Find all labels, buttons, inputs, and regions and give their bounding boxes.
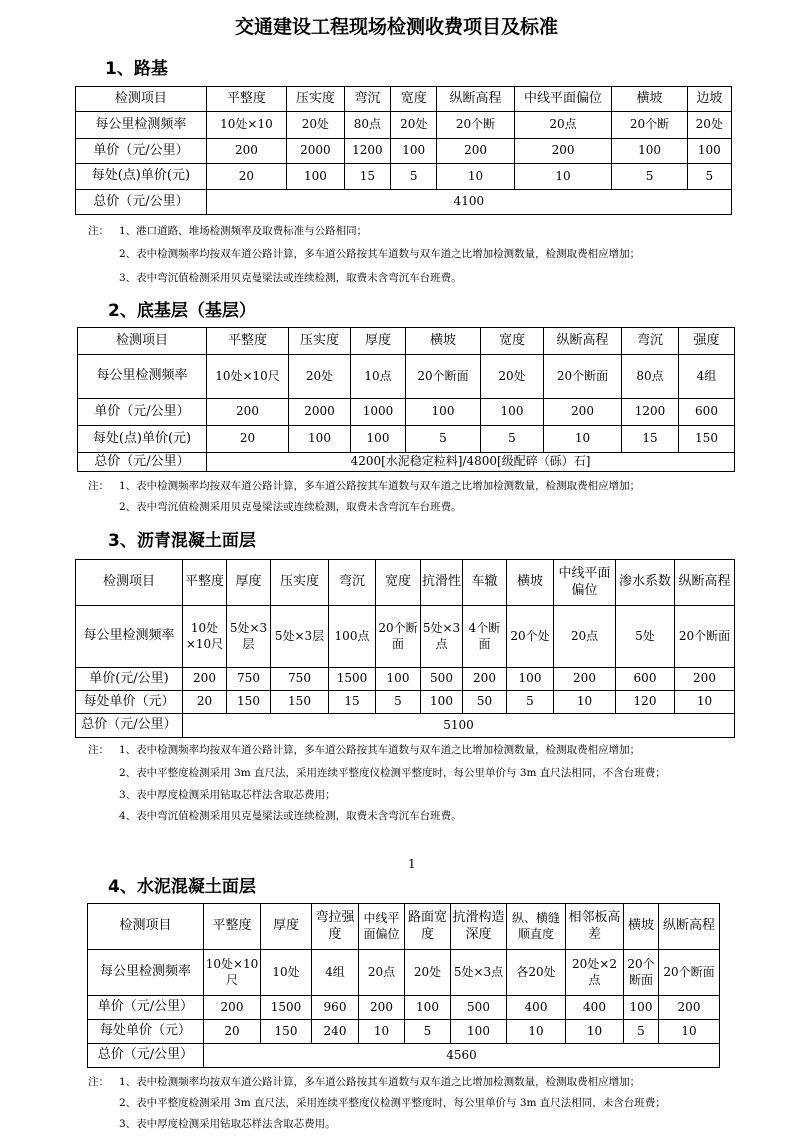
section-title-2: 2、底基层（基层） <box>108 301 256 321</box>
frequency-cell: 20点 <box>554 606 616 668</box>
frequency-cell: 20处 <box>405 950 451 996</box>
table-row <box>76 691 735 714</box>
frequency-cell: 10处 <box>261 950 312 996</box>
row-label: 总价（元/公里） <box>78 453 207 472</box>
frequency-cell: 10处×10 <box>206 112 286 139</box>
point-price-cell: 5 <box>507 691 554 714</box>
frequency-cell: 5处×3点 <box>421 606 463 668</box>
frequency-cell: 20个断面 <box>406 355 481 399</box>
note-line: 1、表中检测频率均按双车道公路计算，多车道公路按其车道数与双车道之比增加检测数量，检测取费相应增加； <box>119 1076 641 1088</box>
table-roadbed <box>75 86 732 215</box>
item-cell: 弯沉 <box>344 87 390 112</box>
unit-price-cell: 400 <box>566 996 624 1020</box>
unit-price-cell: 600 <box>679 399 735 426</box>
table-subbase <box>77 327 735 472</box>
unit-price-cell: 500 <box>421 668 463 691</box>
item-cell: 平整度 <box>204 904 261 950</box>
frequency-cell: 20个断面 <box>544 355 622 399</box>
table-row <box>78 399 735 426</box>
note-line: 4、表中弯沉值检测采用贝克曼梁法或连续检测，取费未含弯沉车台班费。 <box>119 810 462 822</box>
frequency-cell: 5处×3点 <box>451 950 507 996</box>
row-label: 检测项目 <box>78 328 207 355</box>
frequency-cell: 20处 <box>481 355 544 399</box>
unit-price-cell: 200 <box>359 996 405 1020</box>
frequency-cell: 20个处 <box>507 606 554 668</box>
item-cell: 纵断高程 <box>659 904 720 950</box>
item-cell: 厚度 <box>261 904 312 950</box>
table-row <box>88 950 720 996</box>
point-price-cell: 10 <box>675 691 735 714</box>
point-price-cell: 150 <box>271 691 329 714</box>
unit-price-cell: 1200 <box>622 399 679 426</box>
item-cell: 平整度 <box>183 560 227 606</box>
point-price-cell: 150 <box>679 426 735 453</box>
row-label: 每处单价（元） <box>88 1020 204 1044</box>
item-cell: 渗水系数 <box>616 560 675 606</box>
frequency-cell: 100点 <box>329 606 376 668</box>
row-label: 每公里检测频率 <box>88 950 204 996</box>
row-label: 单价（元/公里） <box>78 399 207 426</box>
row-label: 总价（元/公里） <box>76 190 207 215</box>
frequency-cell: 20个断 <box>612 112 687 139</box>
frequency-cell: 80点 <box>622 355 679 399</box>
item-cell: 宽度 <box>481 328 544 355</box>
note-line: 1、表中检测频率均按双车道公路计算，多车道公路按其车道数与双车道之比增加检测数量，检测取费相应增加； <box>119 744 641 756</box>
note-line: 1、港口道路、堆场检测频率及取费标准与公路相同； <box>119 225 368 237</box>
frequency-cell: 5处 <box>616 606 675 668</box>
unit-price-cell: 100 <box>481 399 544 426</box>
table-row <box>76 87 732 112</box>
item-cell: 抗滑构造深度 <box>451 904 507 950</box>
note-line: 3、表中厚度检测采用钻取芯样法含取芯费用； <box>119 789 336 801</box>
point-price-cell: 5 <box>612 164 687 190</box>
item-cell: 纵、横缝顺直度 <box>507 904 566 950</box>
point-price-cell: 20 <box>204 1020 261 1044</box>
point-price-cell: 10 <box>566 1020 624 1044</box>
table-row <box>78 355 735 399</box>
unit-price-cell: 1200 <box>344 139 390 164</box>
row-label: 每公里检测频率 <box>76 606 183 668</box>
table-row <box>76 190 732 215</box>
point-price-cell: 150 <box>261 1020 312 1044</box>
item-cell: 弯沉 <box>622 328 679 355</box>
item-cell: 平整度 <box>207 328 289 355</box>
point-price-cell: 15 <box>622 426 679 453</box>
unit-price-cell: 200 <box>544 399 622 426</box>
point-price-cell: 150 <box>227 691 271 714</box>
item-cell: 中线平面偏位 <box>554 560 616 606</box>
note-line: 2、表中弯沉值检测采用贝克曼梁法或连续检测，取费未含弯沉车台班费。 <box>119 501 462 513</box>
point-price-cell: 100 <box>421 691 463 714</box>
row-label: 每公里检测频率 <box>76 112 207 139</box>
frequency-cell: 20点 <box>359 950 405 996</box>
table-row <box>76 164 732 190</box>
point-price-cell: 100 <box>287 164 345 190</box>
note-line: 2、表中检测频率均按双车道公路计算，多车道公路按其车道数与双车道之比增加检测数量，检测取费相应增加； <box>119 248 641 260</box>
table-row <box>88 996 720 1020</box>
unit-price-cell: 1000 <box>351 399 406 426</box>
unit-price-cell: 600 <box>616 668 675 691</box>
unit-price-cell: 960 <box>312 996 359 1020</box>
unit-price-cell: 200 <box>437 139 514 164</box>
table-row <box>88 1044 720 1068</box>
unit-price-cell: 200 <box>659 996 720 1020</box>
frequency-cell: 4组 <box>679 355 735 399</box>
notes-label: 注： <box>88 1076 109 1088</box>
item-cell: 压实度 <box>271 560 329 606</box>
total-cell: 4100 <box>206 190 731 215</box>
unit-price-cell: 200 <box>207 399 289 426</box>
unit-price-cell: 200 <box>463 668 507 691</box>
unit-price-cell: 100 <box>405 996 451 1020</box>
note-line: 3、表中弯沉值检测采用贝克曼梁法或连续检测，取费未含弯沉车台班费。 <box>119 272 462 284</box>
point-price-cell: 10 <box>554 691 616 714</box>
point-price-cell: 20 <box>183 691 227 714</box>
frequency-cell: 20个断面 <box>659 950 720 996</box>
point-price-cell: 100 <box>289 426 351 453</box>
row-label: 每处单价（元） <box>76 691 183 714</box>
unit-price-cell: 1500 <box>329 668 376 691</box>
table-row <box>76 112 732 139</box>
table-row <box>78 328 735 355</box>
unit-price-cell: 100 <box>687 139 731 164</box>
frequency-cell: 20处 <box>391 112 437 139</box>
point-price-cell: 10 <box>659 1020 720 1044</box>
unit-price-cell: 200 <box>183 668 227 691</box>
row-label: 总价（元/公里） <box>76 714 183 738</box>
table-row <box>76 139 732 164</box>
item-cell: 纵断高程 <box>544 328 622 355</box>
item-cell: 相邻板高差 <box>566 904 624 950</box>
item-cell: 强度 <box>679 328 735 355</box>
point-price-cell: 5 <box>406 426 481 453</box>
point-price-cell: 5 <box>376 691 421 714</box>
item-cell: 车辙 <box>463 560 507 606</box>
frequency-cell: 20处 <box>687 112 731 139</box>
frequency-cell: 20处 <box>289 355 351 399</box>
table-row <box>76 560 735 606</box>
row-label: 检测项目 <box>76 87 207 112</box>
row-label: 单价（元/公里） <box>76 139 207 164</box>
table-row <box>76 668 735 691</box>
frequency-cell: 20个断面 <box>376 606 421 668</box>
unit-price-cell: 2000 <box>287 139 345 164</box>
frequency-cell: 20点 <box>514 112 612 139</box>
frequency-cell: 80点 <box>344 112 390 139</box>
table-cement <box>87 903 720 1068</box>
frequency-cell: 10处×10尺 <box>207 355 289 399</box>
point-price-cell: 20 <box>206 164 286 190</box>
point-price-cell: 10 <box>359 1020 405 1044</box>
frequency-cell: 20个断 <box>437 112 514 139</box>
total-cell: 5100 <box>183 714 735 738</box>
item-cell: 宽度 <box>391 87 437 112</box>
item-cell: 中线平面偏位 <box>514 87 612 112</box>
row-label: 检测项目 <box>88 904 204 950</box>
item-cell: 弯拉强度 <box>312 904 359 950</box>
unit-price-cell: 2000 <box>289 399 351 426</box>
item-cell: 中线平面偏位 <box>359 904 405 950</box>
point-price-cell: 240 <box>312 1020 359 1044</box>
table-row <box>78 453 735 472</box>
section-title-1: 1、路基 <box>105 59 168 79</box>
frequency-cell: 20处 <box>287 112 345 139</box>
unit-price-cell: 100 <box>376 668 421 691</box>
unit-price-cell: 200 <box>554 668 616 691</box>
unit-price-cell: 100 <box>391 139 437 164</box>
frequency-cell: 4组 <box>312 950 359 996</box>
frequency-cell: 10点 <box>351 355 406 399</box>
item-cell: 路面宽度 <box>405 904 451 950</box>
unit-price-cell: 500 <box>451 996 507 1020</box>
item-cell: 纵断高程 <box>675 560 735 606</box>
note-line: 2、表中平整度检测采用 3m 直尺法，采用连续平整度仪检测平整度时，每公里单价与 3m 直尺法相同，未含台班费； <box>119 1097 666 1109</box>
unit-price-cell: 200 <box>206 139 286 164</box>
point-price-cell: 5 <box>481 426 544 453</box>
row-label: 单价（元/公里） <box>88 996 204 1020</box>
point-price-cell: 20 <box>207 426 289 453</box>
frequency-cell: 20处×2点 <box>566 950 624 996</box>
unit-price-cell: 200 <box>204 996 261 1020</box>
table-row <box>88 904 720 950</box>
notes-label: 注： <box>88 480 109 492</box>
point-price-cell: 100 <box>451 1020 507 1044</box>
notes-label: 注： <box>88 744 109 756</box>
point-price-cell: 10 <box>544 426 622 453</box>
unit-price-cell: 200 <box>675 668 735 691</box>
item-cell: 压实度 <box>289 328 351 355</box>
table-row <box>76 606 735 668</box>
item-cell: 横坡 <box>624 904 659 950</box>
point-price-cell: 50 <box>463 691 507 714</box>
frequency-cell: 5处×3层 <box>271 606 329 668</box>
section-title-3: 3、沥青混凝土面层 <box>108 531 256 551</box>
document-title: 交通建设工程现场检测收费项目及标准 <box>234 16 558 38</box>
table-row <box>76 714 735 738</box>
table-asphalt <box>75 559 735 738</box>
unit-price-cell: 750 <box>227 668 271 691</box>
unit-price-cell: 100 <box>406 399 481 426</box>
total-cell: 4560 <box>204 1044 720 1068</box>
point-price-cell: 100 <box>351 426 406 453</box>
item-cell: 边坡 <box>687 87 731 112</box>
item-cell: 厚度 <box>227 560 271 606</box>
row-label: 总价（元/公里） <box>88 1044 204 1068</box>
note-line: 1、表中检测频率均按双车道公路计算，多车道公路按其车道数与双车道之比增加检测数量，检测取费相应增加； <box>119 480 641 492</box>
point-price-cell: 5 <box>405 1020 451 1044</box>
point-price-cell: 5 <box>624 1020 659 1044</box>
point-price-cell: 120 <box>616 691 675 714</box>
item-cell: 平整度 <box>206 87 286 112</box>
item-cell: 压实度 <box>287 87 345 112</box>
unit-price-cell: 400 <box>507 996 566 1020</box>
section-title-4: 4、水泥混凝土面层 <box>108 877 256 897</box>
item-cell: 抗滑性 <box>421 560 463 606</box>
point-price-cell: 5 <box>391 164 437 190</box>
row-label: 单价(元/公里) <box>76 668 183 691</box>
unit-price-cell: 100 <box>612 139 687 164</box>
unit-price-cell: 100 <box>507 668 554 691</box>
row-label: 检测项目 <box>76 560 183 606</box>
frequency-cell: 20个断面 <box>675 606 735 668</box>
item-cell: 厚度 <box>351 328 406 355</box>
point-price-cell: 15 <box>329 691 376 714</box>
point-price-cell: 15 <box>344 164 390 190</box>
frequency-cell: 5处×3层 <box>227 606 271 668</box>
unit-price-cell: 100 <box>624 996 659 1020</box>
table-row <box>88 1020 720 1044</box>
point-price-cell: 5 <box>687 164 731 190</box>
page-number: 1 <box>408 857 416 871</box>
frequency-cell: 4个断面 <box>463 606 507 668</box>
frequency-cell: 各20处 <box>507 950 566 996</box>
item-cell: 宽度 <box>376 560 421 606</box>
row-label: 每公里检测频率 <box>78 355 207 399</box>
frequency-cell: 10处×10尺 <box>183 606 227 668</box>
notes-label: 注： <box>88 225 109 237</box>
note-line: 2、表中平整度检测采用 3m 直尺法，采用连续平整度仪检测平整度时，每公里单价与 3m 直尺法相同，不含台班费； <box>119 767 666 779</box>
unit-price-cell: 750 <box>271 668 329 691</box>
item-cell: 弯沉 <box>329 560 376 606</box>
point-price-cell: 10 <box>507 1020 566 1044</box>
total-cell: 4200[水泥稳定粒料]/4800[级配碎（砾）石] <box>207 453 735 472</box>
frequency-cell: 20个断面 <box>624 950 659 996</box>
table-row <box>78 426 735 453</box>
item-cell: 横坡 <box>406 328 481 355</box>
item-cell: 横坡 <box>612 87 687 112</box>
unit-price-cell: 200 <box>514 139 612 164</box>
point-price-cell: 10 <box>514 164 612 190</box>
frequency-cell: 10处×10尺 <box>204 950 261 996</box>
point-price-cell: 10 <box>437 164 514 190</box>
note-line: 3、表中厚度检测采用钻取芯样法含取芯费用。 <box>119 1118 336 1130</box>
row-label: 每处(点)单价(元) <box>78 426 207 453</box>
row-label: 每处(点)单价(元) <box>76 164 207 190</box>
item-cell: 横坡 <box>507 560 554 606</box>
item-cell: 纵断高程 <box>437 87 514 112</box>
unit-price-cell: 1500 <box>261 996 312 1020</box>
